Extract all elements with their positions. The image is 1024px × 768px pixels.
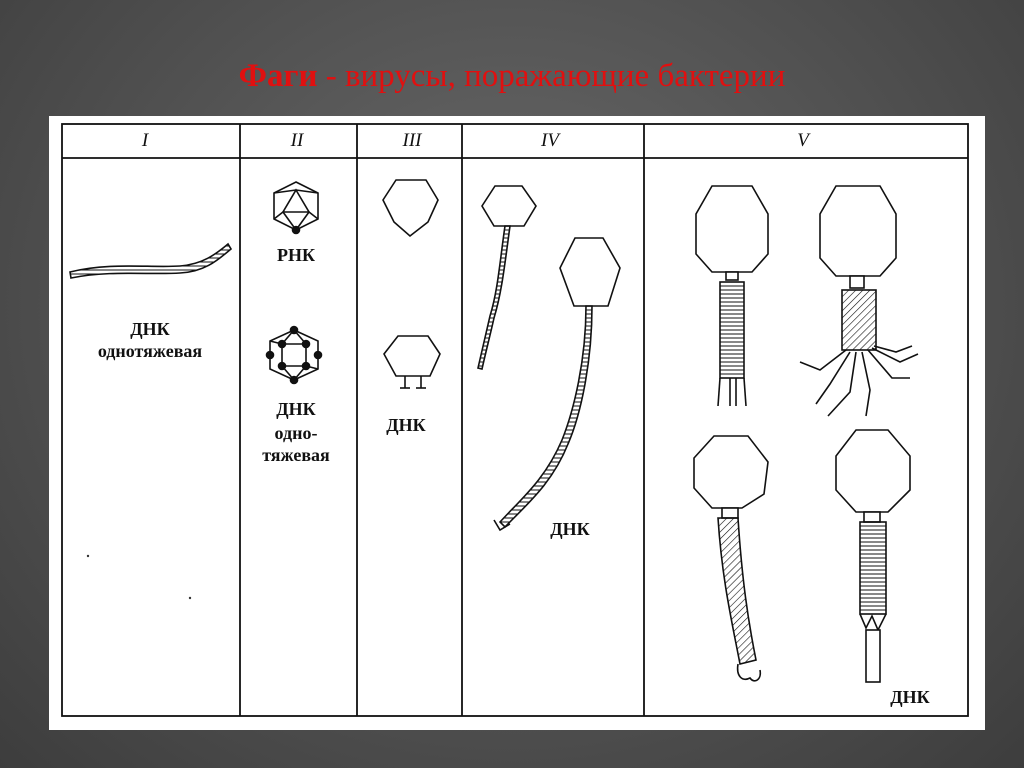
straight-tail-dna-phage (836, 430, 910, 682)
long-twisted-tail-phage (694, 436, 768, 681)
dna-icosahedral-phage (267, 327, 322, 384)
col1-strand-label: однотяжевая (97, 341, 203, 361)
phage-with-spike (383, 180, 438, 236)
col3-dna-label: ДНК (386, 415, 426, 435)
column-header-3: III (402, 130, 422, 151)
col5-dna-label: ДНК (890, 687, 930, 707)
contracted-tail-phage (800, 186, 918, 416)
col2-strand-label-1: одно- (274, 423, 318, 443)
col2-dna-label: ДНК (276, 399, 316, 419)
speck (87, 555, 89, 557)
title-bold: Фаги (238, 58, 318, 94)
long-tail-phage-large (494, 238, 620, 530)
phage-short-tail (384, 336, 440, 388)
column-header-1: I (141, 130, 149, 151)
col4-dna-label: ДНК (550, 519, 590, 539)
column-header-2: II (290, 130, 304, 151)
filamentous-phage (70, 244, 231, 278)
rna-icosahedral-phage (274, 182, 318, 234)
long-tail-phage-small (478, 186, 536, 369)
t-even-phage (696, 186, 768, 406)
col1-dna-label: ДНК (130, 319, 170, 339)
title-rest: - вирусы, поражающие бактерии (317, 58, 786, 94)
speck (189, 597, 191, 599)
col2-strand-label-2: тяжевая (262, 445, 330, 465)
col2-rna-label: РНК (276, 245, 316, 265)
column-header-5: V (797, 130, 809, 151)
column-header-4: IV (541, 130, 559, 151)
